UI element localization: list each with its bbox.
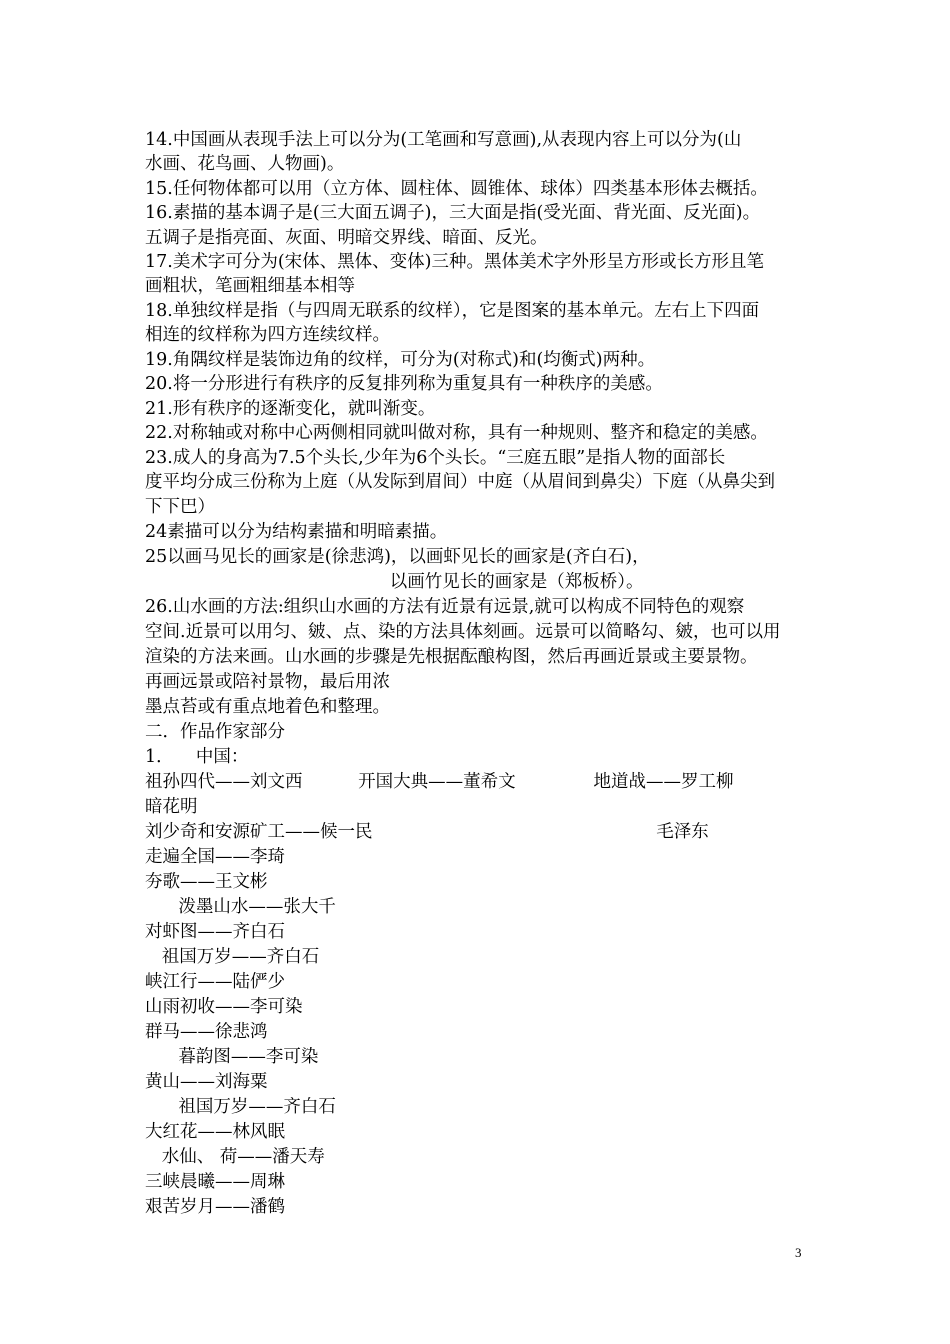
text-line: 26.山水画的方法:组织山水画的方法有近景有远景,就可以构成不同特色的观察 bbox=[145, 597, 745, 617]
text-line: 23.成人的身高为7.5个头长,少年为6个头长。“三庭五眼”是指人物的面部长 bbox=[145, 448, 726, 468]
work-list-line: 走遍全国——李琦 bbox=[145, 847, 285, 867]
text-line: 21.形有秩序的逐渐变化，就叫渐变。 bbox=[145, 399, 436, 419]
work-list-line: 暮韵图——李可染 bbox=[145, 1047, 319, 1067]
text-line: 渲染的方法来画。山水画的步骤是先根据酝酿构图，然后再画近景或主要景物。 bbox=[145, 647, 758, 667]
work-list-line: 泼墨山水——张大千 bbox=[145, 897, 336, 917]
text-line: 18.单独纹样是指（与四周无联系的纹样），它是图案的基本单元。左右上下四面 bbox=[145, 301, 760, 321]
text-line: 17.美术字可分为(宋体、黑体、变体)三种。黑体美术字外形呈方形或长方形且笔 bbox=[145, 252, 764, 272]
work-list-line: 水仙、 荷——潘天寿 bbox=[145, 1147, 325, 1167]
work-list-line: 山雨初收——李可染 bbox=[145, 997, 303, 1017]
section-heading: 二．作品作家部分 bbox=[145, 722, 285, 742]
work-list-line: 对虾图——齐白石 bbox=[145, 922, 285, 942]
text-line: 24素描可以分为结构素描和明暗素描。 bbox=[145, 522, 448, 542]
page-number: 3 bbox=[795, 1245, 802, 1260]
text-line: 空间.近景可以用匀、皴、点、染的方法具体刻画。远景可以简略勾、皴，也可以用 bbox=[145, 622, 781, 642]
text-line: 相连的纹样称为四方连续纹样。 bbox=[145, 325, 390, 345]
text-line: 水画、花鸟画、人物画)。 bbox=[145, 154, 345, 174]
work-list-line: 祖孙四代——刘文西 开国大典——董希文 地道战——罗工柳 bbox=[145, 772, 734, 792]
work-list-line: 刘少奇和安源矿工——候一民 毛泽东 bbox=[145, 822, 709, 842]
text-line: 22.对称轴或对称中心两侧相同就叫做对称，具有一种规则、整齐和稳定的美感。 bbox=[145, 423, 768, 443]
work-list-line: 艰苦岁月——潘鹤 bbox=[145, 1197, 285, 1217]
work-list-line: 大红花——林风眠 bbox=[145, 1122, 285, 1142]
work-list-line: 三峡晨曦——周琳 bbox=[145, 1172, 285, 1192]
work-list-line: 峡江行——陆俨少 bbox=[145, 972, 285, 992]
text-line: 19.角隅纹样是装饰边角的纹样，可分为(对称式)和(均衡式)两种。 bbox=[145, 350, 656, 370]
text-line: 16.素描的基本调子是(三大面五调子)，三大面是指(受光面、背光面、反光面)。 bbox=[145, 203, 761, 223]
subsection-heading: 1． 中国： bbox=[145, 747, 249, 767]
work-list-line: 暗花明 bbox=[145, 797, 198, 817]
text-line: 14.中国画从表现手法上可以分为(工笔画和写意画),从表现内容上可以分为(山 bbox=[145, 130, 742, 150]
text-line: 以画竹见长的画家是（郑板桥）。 bbox=[145, 572, 644, 592]
text-line: 墨点苔或有重点地着色和整理。 bbox=[145, 697, 390, 717]
text-line: 画粗状，笔画粗细基本相等 bbox=[145, 276, 355, 296]
work-list-line: 群马——徐悲鸿 bbox=[145, 1022, 268, 1042]
text-line: 25以画马见长的画家是(徐悲鸿)，以画虾见长的画家是(齐白石)， bbox=[145, 547, 650, 567]
text-line: 20.将一分形进行有秩序的反复排列称为重复具有一种秩序的美感。 bbox=[145, 374, 663, 394]
text-line: 五调子是指亮面、灰面、明暗交界线、暗面、反光。 bbox=[145, 228, 548, 248]
text-line: 度平均分成三份称为上庭（从发际到眉间）中庭（从眉间到鼻尖）下庭（从鼻尖到 bbox=[145, 472, 775, 492]
work-list-line: 夯歌——王文彬 bbox=[145, 872, 268, 892]
text-line: 再画远景或陪衬景物，最后用浓 bbox=[145, 672, 390, 692]
work-list-line: 祖国万岁——齐白石 bbox=[145, 1097, 336, 1117]
work-list-line: 祖国万岁——齐白石 bbox=[145, 947, 320, 967]
text-line: 15.任何物体都可以用（立方体、圆柱体、圆锥体、球体）四类基本形体去概括。 bbox=[145, 179, 768, 199]
text-line: 下下巴） bbox=[145, 497, 215, 517]
work-list-line: 黄山——刘海粟 bbox=[145, 1072, 268, 1092]
